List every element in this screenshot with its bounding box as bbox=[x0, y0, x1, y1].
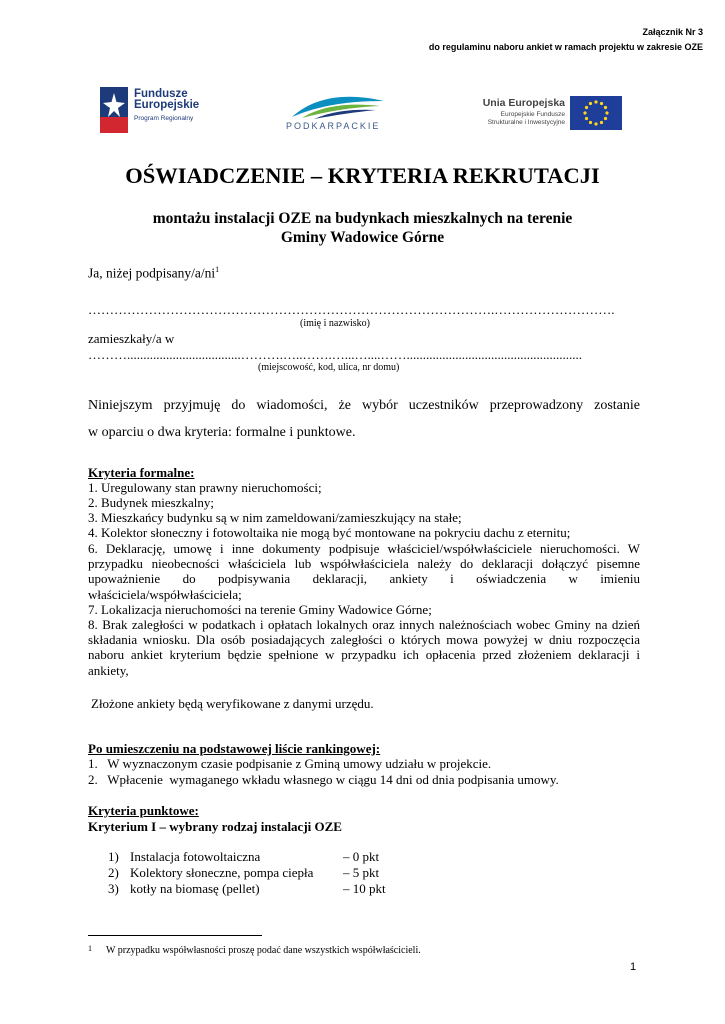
criterion-row-value: – 10 pkt bbox=[343, 881, 386, 896]
attachment-label: Załącznik Nr 3 bbox=[642, 27, 703, 37]
ue-line1: Unia Europejska bbox=[482, 97, 565, 109]
podkarpackie-wave-icon bbox=[288, 95, 388, 119]
subtitle-line1: montażu instalacji OZE na budynkach mieszkalnych na terenie bbox=[152, 210, 573, 227]
criterion-row-num: 3) bbox=[108, 881, 119, 896]
fe-line2: Europejskie bbox=[134, 99, 200, 111]
page-number: 1 bbox=[630, 961, 637, 973]
points-criteria-heading: Kryteria punktowe: bbox=[88, 803, 199, 818]
formal-criteria-heading: Kryteria formalne: bbox=[88, 465, 195, 480]
criterion-1-title: Kryterium I – wybrany rodzaj instalacji OZE bbox=[88, 819, 342, 834]
criterion-row-label: kotły na biomasę (pellet) bbox=[130, 881, 260, 896]
unia-europejska-logo bbox=[473, 93, 623, 133]
criterion-row-label: Instalacja fotowoltaiczna bbox=[130, 849, 261, 864]
residence-label: zamieszkały/a w bbox=[88, 331, 175, 346]
fe-line1: Fundusze bbox=[134, 88, 188, 100]
criterion-row-num: 2) bbox=[108, 865, 119, 880]
formal-item-7: 7. Lokalizacja nieruchomości na terenie Gminy Wadowice Górne; bbox=[88, 602, 432, 617]
criterion-row-value: – 0 pkt bbox=[343, 849, 380, 864]
ranking-item-1: 1. W wyznaczonym czasie podpisanie z Gminą umowy udziału w projekcie. bbox=[88, 756, 492, 771]
ranking-heading: Po umieszczeniu na podstawowej liście rankingowej: bbox=[88, 741, 381, 756]
podkarpackie-logo bbox=[282, 95, 397, 135]
statement-line1: Niniejszym przyjmuję do wiadomości, że wybór uczestników przeprowadzony zostanie bbox=[88, 398, 640, 413]
criterion-row-num: 1) bbox=[108, 849, 119, 864]
declarant-intro-text: Ja, niżej podpisany/a/ni bbox=[88, 265, 216, 281]
criterion-row-3 bbox=[0, 881, 725, 897]
criterion-row-1 bbox=[0, 849, 725, 865]
declarant-intro bbox=[88, 265, 219, 282]
footnote-divider bbox=[88, 935, 262, 936]
name-caption: (imię i nazwisko) bbox=[300, 318, 370, 329]
ue-line3: Strukturalne i Inwestycyjne bbox=[487, 119, 565, 126]
address-caption: (miejscowość, kod, ulica, nr domu) bbox=[258, 362, 400, 373]
verification-note: Złożone ankiety będą weryfikowane z danymi urzędu. bbox=[91, 696, 374, 711]
formal-item-4: 4. Kolektor słoneczny i fotowoltaika nie mogą być montowane na pokryciu dachu z eternitu; bbox=[88, 525, 571, 540]
document-subtitle bbox=[0, 209, 725, 247]
fe-line3: Program Regionalny bbox=[134, 115, 194, 122]
address-fill-line: ………...................................……….…..…….…...…....……...................................................... bbox=[88, 347, 582, 362]
podkarpackie-text: PODKARPACKIE bbox=[286, 121, 381, 131]
criterion-row-value: – 5 pkt bbox=[343, 865, 380, 880]
formal-item-2: 2. Budynek mieszkalny; bbox=[88, 495, 215, 510]
document-title: OŚWIADCZENIE – KRYTERIA REKRUTACJI bbox=[125, 163, 600, 188]
footnote-number: 1 bbox=[88, 944, 92, 953]
fe-star-icon bbox=[100, 87, 130, 135]
criterion-row-label: Kolektory słoneczne, pompa ciepła bbox=[130, 865, 314, 880]
eu-flag-icon bbox=[570, 96, 622, 130]
statement-line2: w oparciu o dwa kryteria: formalne i punktowe. bbox=[88, 425, 356, 440]
attachment-description: do regulaminu naboru ankiet w ramach projektu w zakresie OZE bbox=[428, 42, 703, 52]
ranking-item-2: 2. Wpłacenie wymaganego wkładu własnego w ciągu 14 dni od dnia podpisania umowy. bbox=[88, 772, 559, 787]
footnote-text: W przypadku współwłasności proszę podać dane wszystkich współwłaścicieli. bbox=[106, 945, 421, 956]
fundusze-europejskie-logo bbox=[100, 87, 212, 135]
criterion-row-2 bbox=[0, 865, 725, 881]
formal-item-6: 6. Deklarację, umowę i inne dokumenty podpisuje właściciel/współwłaściciele nieruchomości. W przypadku nieobecności właściciela lub współwłaściciela należy do deklaracji dołączyć pisemne upoważnienie do podpisywania deklaracji, ankiety i oświadczenia w imieniu właściciela/współwłaściciela; bbox=[88, 541, 640, 602]
ue-line2: Europejskie Fundusze bbox=[500, 111, 565, 118]
formal-item-8: 8. Brak zaległości w podatkach i opłatach lokalnych oraz innych należnościach wobec Gminy na dzień składania wniosku. Dla osób posiadających zaległości o których mowa powyżej w dniu rozpoczęcia naboru ankiet kryterium będzie spełnione w przypadku ich opłacenia przed złożeniem deklaracji i ankiety, bbox=[88, 617, 640, 678]
name-fill-line: ………………………………………………………………………………….………………………. bbox=[88, 302, 615, 317]
formal-item-1: 1. Uregulowany stan prawny nieruchomości; bbox=[88, 480, 322, 495]
subtitle-line2: Gminy Wadowice Górne bbox=[280, 229, 445, 246]
formal-item-3: 3. Mieszkańcy budynku są w nim zameldowani/zamieszkujący na stałe; bbox=[88, 510, 462, 525]
footnote-ref: 1 bbox=[215, 265, 220, 274]
